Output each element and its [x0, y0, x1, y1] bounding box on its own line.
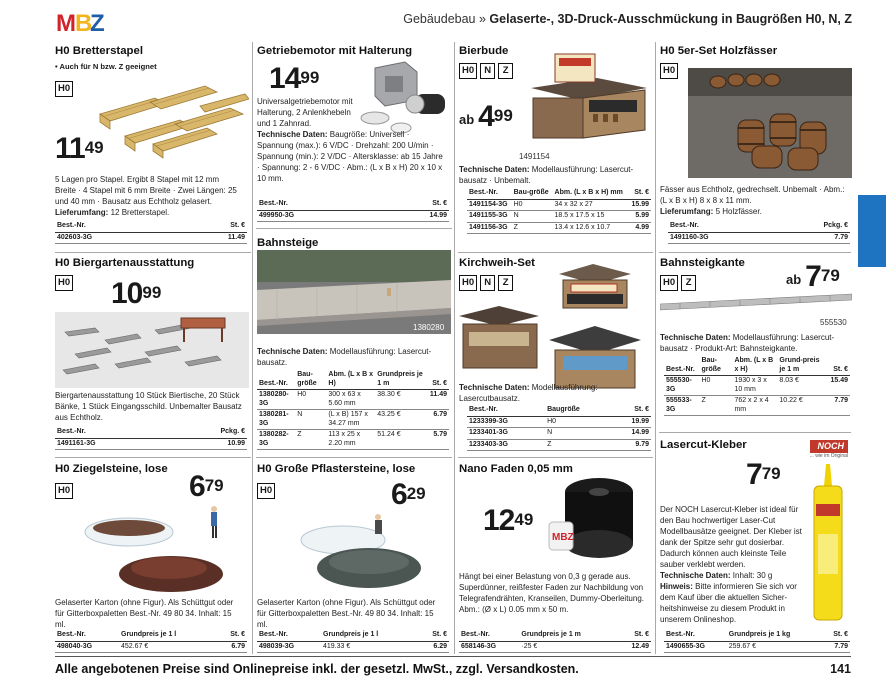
price: $14^{99}$ — [269, 62, 320, 95]
table-row[interactable]: 1233401-3G N 14.99 — [467, 428, 651, 440]
mbz-logo — [55, 9, 107, 35]
price: $7^{79}$ — [746, 458, 781, 491]
product-image-kleber — [810, 464, 846, 624]
scale-badge-h0: H0 — [55, 275, 73, 291]
product-title: H0 Ziegelsteine, lose — [55, 463, 168, 475]
product-tech: Technische Daten: Modellausführung: Lasercut-bausatz. — [257, 347, 432, 367]
article-number: 1491154 — [519, 152, 550, 161]
table-row[interactable]: 1380280-3G H0 300 x 63 x 5.60 mm 38.30 € 11.49 — [257, 390, 449, 410]
header-category: Gebäudebau » — [403, 12, 486, 26]
product-title: H0 Bretterstapel — [55, 45, 143, 57]
product-image-bahnsteigkante — [660, 292, 852, 316]
product-bretterstapel[interactable] — [55, 44, 249, 250]
product-image-kirchweih — [459, 256, 653, 390]
product-kleber[interactable] — [660, 438, 852, 654]
svg-text:M: M — [56, 10, 76, 35]
divider — [256, 457, 452, 458]
product-nanofaden[interactable] — [459, 462, 653, 654]
product-description: Der NOCH Lasercut-Kleber ist ideal für den Bau hochwertiger Laser-Cut Modellbausätze geeignet. Der Kleber ist dank der Spitze sehr gut dosierbar. Dadurch können auch kleinste Teile sauber verklebt werden. Technische Daten: Inhalt: 30 g Hinweis: Bitte informieren Sie sich vor dem Kauf über die aktuellen Sicherheitshinweise zu diesem Produkt in unserem Onlineshop. — [660, 505, 802, 624]
product-bullet: • Auch für N bzw. Z geeignet — [55, 62, 157, 71]
price: $11^{49}$ — [55, 132, 104, 165]
product-tech: Technische Daten: Modellausführung: Lasercut-bausatz · Unbemalt. — [459, 165, 634, 185]
scale-badge-z: Z — [498, 63, 513, 79]
product-biergarten[interactable] — [55, 256, 249, 454]
footer-note: Alle angebotenen Preise sind Onlinepreise inkl. der gesetzl. MwSt., zzgl. Versandkosten. — [55, 662, 579, 676]
table-row[interactable]: 1491161-3G 10.99 — [55, 438, 247, 450]
product-tech: Technische Daten: Modellausführung: Lasercutbausatz. — [459, 383, 598, 403]
product-bierbude[interactable] — [459, 44, 653, 250]
product-description: Gelaserter Karton (ohne Figur). Als Schüttgut oder für Gitterboxpaletten Best.-Nr. 49 80 34. Inhalt: 15 ml. — [257, 598, 436, 629]
product-holzfaesser[interactable] — [660, 44, 852, 250]
scale-badge-h0: H0 — [660, 63, 678, 79]
product-description: Fässer aus Echtholz, gedrechselt. Unbemalt · Abm.: (L x B x H) 8 x 8 x 11 mm. Lieferumfang: 5 Holzfässer. — [660, 185, 845, 216]
table-row[interactable]: 555530-3G H0 1930 x 3 x 10 mm 8.03 € 15.49 — [664, 376, 850, 396]
product-title: Getriebemotor mit Halterung — [257, 45, 413, 57]
product-ziegelsteine[interactable] — [55, 462, 249, 654]
product-kirchweih[interactable] — [459, 256, 653, 454]
spool-label: MBZ — [552, 532, 574, 543]
table-row[interactable]: 1491155-3G N 18.5 x 17.5 x 15 5.99 — [467, 211, 651, 223]
divider — [454, 42, 455, 654]
brand-tagline: ... wie im Original — [809, 452, 848, 459]
product-image-nanofaden — [545, 474, 645, 566]
product-intro: Universalgetriebemotor mit Halterung, 2 Anlenkhebeln und 1 Zahnrad. — [257, 97, 353, 128]
scale-badge-h0: H0 — [459, 275, 477, 291]
order-table: Best.-Nr. St. € 499950-3G 14.99 — [257, 199, 449, 222]
svg-text:Z: Z — [90, 10, 105, 35]
table-row[interactable]: 658146-3G ·25 € 12.49 — [459, 641, 651, 653]
product-title: H0 Große Pflastersteine, lose — [257, 463, 416, 475]
scale-badge-z: Z — [498, 275, 513, 291]
order-table: Best.-Nr. Bau-größe Abm. (L x B x H) mm St. € 1491154-3G H0 34 x 32 x 27 15.99 1491155-3G N 18.5 x 17.5 x 15 5.99 1491156-3G Z 13.4 x 12.6 x 10.7 4.99 — [467, 188, 651, 234]
product-image-biergarten — [55, 312, 249, 388]
product-bahnsteigkante[interactable] — [660, 256, 852, 430]
order-table: Best.-Nr. Grundpreis je 1 m St. € 658146-3G ·25 € 12.49 — [459, 630, 651, 653]
table-row[interactable]: 1233403-3G Z 9.79 — [467, 439, 651, 451]
order-table: Best.-Nr. Bau-größe Abm. (L x B x H) Grundpreis je 1 m St. € 1380280-3G H0 300 x 63 x 5.60 mm 38.30 € 11.49 1380281-3G N (L x B) 157 x 34.27 mm 43.25 € 6.79 1380282-3G Z 113 x 25 x 2.20 mm 51.24 € 5.79 — [257, 370, 449, 450]
order-table: Best.-Nr. Bau-größe Abm. (L x B x H) Grund-preis je 1 m St. € 555530-3G H0 1930 x 3 x 10 mm 8.03 € 15.49 555533-3G Z 762 x 2 x 4 mm 10.22 € 7.79 — [664, 356, 850, 416]
article-number: 555530 — [820, 318, 847, 327]
product-tech: Technische Daten: Modellausführung: Lasercut-bausatz · Produkt-Art: Bahnsteigkante. — [660, 333, 835, 353]
product-tech: Technische Daten: Baugröße: Universell · Spannung (max.): 6 V/DC · Drehzahl: 200 U/min · Spannung (min.): 2 V/DC · Altersklasse: ab 15 Jahre · Spannung: 2 - 6 V/DC · Abm.: (L x B x H) 20 x 10 x 10 mm. — [257, 130, 443, 183]
product-image-bierbude — [527, 48, 649, 152]
product-getriebemotor[interactable] — [257, 44, 451, 226]
divider — [659, 252, 851, 253]
divider — [458, 457, 653, 458]
table-row[interactable]: 498039-3G 419.33 € 6.29 — [257, 641, 449, 653]
order-table: Best.-Nr. Baugröße St. € 1233399-3G H0 19.99 1233401-3G N 14.99 1233403-3G Z 9.79 — [467, 405, 651, 451]
order-table: Best.-Nr. St. € 402603-3G 11.49 — [55, 221, 247, 244]
product-title: Bahnsteigkante — [660, 257, 745, 269]
table-row[interactable]: 1491156-3G Z 13.4 x 12.6 x 10.7 4.99 — [467, 222, 651, 234]
product-description: Gelaserter Karton (ohne Figur). Als Schüttgut oder für Gitterboxpaletten Best.-Nr. 49 80 34. Inhalt: 15 ml. — [55, 598, 234, 629]
scale-badge-h0: H0 — [55, 81, 73, 97]
order-table: Best.-Nr. Pckg. € 1491161-3G 10.99 — [55, 427, 247, 450]
table-row[interactable]: 1380282-3G Z 113 x 25 x 2.20 mm 51.24 € 5.79 — [257, 430, 449, 450]
scale-badge-h0: H0 — [459, 63, 477, 79]
divider — [256, 228, 452, 229]
order-table: Best.-Nr. Grundpreis je 1 kg St. € 1490655-3G 259.67 € 7.79 — [664, 630, 850, 653]
footer-rule — [55, 656, 851, 657]
svg-text:B: B — [75, 10, 93, 35]
table-row[interactable]: 498040-3G 452.67 € 6.79 — [55, 641, 247, 653]
article-number: 1380280 — [413, 323, 445, 332]
divider — [55, 457, 251, 458]
noch-logo — [810, 440, 848, 459]
section-tab-marker — [858, 195, 886, 267]
product-title: Nano Faden 0,05 mm — [459, 463, 573, 475]
header-subtitle: Gelaserte-, 3D-Druck-Ausschmückung in Baugrößen H0, N, Z — [489, 12, 852, 26]
scale-badge-z: Z — [681, 275, 696, 291]
divider — [55, 252, 251, 253]
scale-badge-n: N — [480, 275, 495, 291]
product-description: Biergartenausstattung 10 Stück Biertische, 20 Stück Bänke, 1 Stück Eingangsschild. Unbemalter Bausatz aus Echtholz. — [55, 391, 242, 422]
table-row[interactable]: 1233399-3G H0 19.99 — [467, 416, 651, 428]
order-table: Best.-Nr. Grundpreis je 1 l St. € 498039-3G 419.33 € 6.29 — [257, 630, 449, 653]
product-title: H0 5er-Set Holzfässer — [660, 45, 778, 57]
scale-badge-h0: H0 — [55, 483, 73, 499]
brand-name: NOCH — [810, 440, 848, 453]
price: $10^{99}$ — [111, 277, 162, 310]
table-row[interactable]: 1490655-3G 259.67 € 7.79 — [664, 641, 850, 653]
product-description: Hängt bei einer Belastung von 0,3 g gerade aus. Superdünner, reißfester Faden zur Nachbildung von Telegrafendrähten, Kranseilen, Dummy-Oberleitung. Abm.: (Ø x L) 0.05 mm x 50 m. — [459, 572, 644, 614]
price: ab $4^{99}$ — [459, 100, 513, 133]
divider — [659, 432, 851, 433]
product-description: 5 Lagen pro Stapel. Ergibt 8 Stapel mit 12 mm Breite · 4 Stapel mit 6 mm Breite · Zwei Längen: 25 und 40 mm · Bausatz aus Echtholz gelasert. Lieferumfang: 12 Bretterstapel. — [55, 175, 237, 217]
table-row[interactable]: 499950-3G 14.99 — [257, 210, 449, 222]
scale-badge-h0: H0 — [660, 275, 678, 291]
price: ab $7^{79}$ — [786, 260, 840, 293]
table-row[interactable]: 1491154-3G H0 34 x 32 x 27 15.99 — [467, 199, 651, 211]
price: $12^{49}$ — [483, 504, 534, 537]
product-title: Lasercut-Kleber — [660, 439, 747, 451]
table-row[interactable]: 1491160-3G 7.79 — [668, 232, 850, 244]
divider — [252, 42, 253, 654]
product-title: Kirchweih-Set — [459, 257, 535, 269]
product-image-getriebemotor — [355, 60, 451, 140]
table-row[interactable]: 1380281-3G N (L x B) 157 x 34.27 mm 43.25 € 6.79 — [257, 410, 449, 430]
scale-badge-h0: H0 — [257, 483, 275, 499]
product-bahnsteige[interactable] — [257, 236, 451, 454]
product-image-bahnsteige — [257, 250, 451, 334]
page-header — [403, 12, 852, 27]
product-title: Bahnsteige — [257, 237, 319, 249]
page-number: 141 — [830, 662, 851, 676]
divider — [655, 42, 656, 654]
product-image-ziegelsteine — [81, 502, 231, 594]
product-image-pflastersteine — [297, 512, 447, 592]
order-table: Best.-Nr. Pckg. € 1491160-3G 7.79 — [668, 221, 850, 244]
scale-badge-n: N — [480, 63, 495, 79]
table-row[interactable]: 402603-3G 11.49 — [55, 232, 247, 244]
product-pflastersteine[interactable] — [257, 462, 451, 654]
divider — [458, 252, 653, 253]
order-table: Best.-Nr. Grundpreis je 1 l St. € 498040-3G 452.67 € 6.79 — [55, 630, 247, 653]
product-image-holzfaesser — [688, 68, 852, 178]
product-title: Bierbude — [459, 45, 509, 57]
price: $6^{29}$ — [391, 478, 426, 511]
price: $6^{79}$ — [189, 470, 224, 503]
table-row[interactable]: 555533-3G Z 762 x 2 x 4 mm 10.22 € 7.79 — [664, 396, 850, 416]
product-image-bretterstapel — [95, 84, 249, 164]
product-title: H0 Biergartenausstattung — [55, 257, 195, 269]
